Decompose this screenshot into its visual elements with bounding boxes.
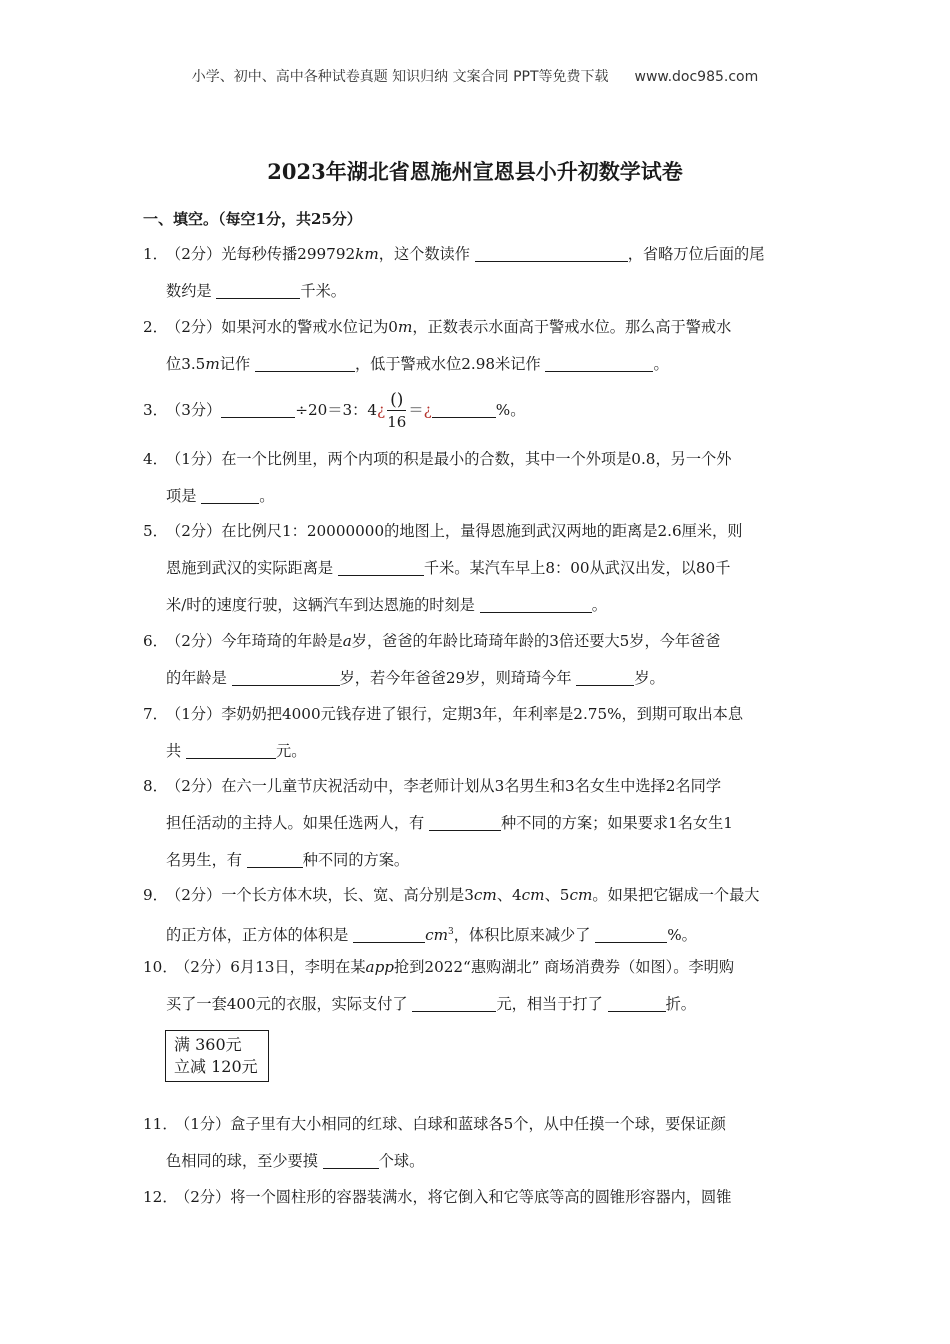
page-title: 2023年湖北省恩施州宣恩县小升初数学试卷 bbox=[267, 159, 683, 184]
question-number: 6． bbox=[143, 632, 168, 650]
question-5: 5．（2分）在比例尺1：20000000的地图上，量得恩施到武汉两地的距离是2.6厘米，则 恩施到武汉的实际距离是 千米。某汽车早上8：00从武汉出发，以80千 米/时的速度行驶，这辆汽车到达恩施的时刻是 。 bbox=[143, 513, 808, 624]
answer-blank[interactable] bbox=[475, 245, 628, 262]
answer-blank[interactable] bbox=[186, 742, 276, 759]
question-number: 10． bbox=[143, 958, 178, 976]
answer-blank[interactable] bbox=[323, 1152, 379, 1169]
answer-blank[interactable] bbox=[608, 995, 666, 1012]
answer-blank[interactable] bbox=[432, 401, 496, 418]
question-6: 6．（2分）今年琦琦的年龄是a岁，爸爸的年龄比琦琦年龄的3倍还要大5岁，今年爸爸 的年龄是 岁，若今年爸爸29岁，则琦琦今年 岁。 bbox=[143, 623, 808, 697]
answer-blank[interactable] bbox=[576, 669, 634, 686]
answer-blank[interactable] bbox=[232, 669, 340, 686]
question-4: 4．（1分）在一个比例里，两个内项的积是最小的合数，其中一个外项是0.8，另一个外 项是 。 bbox=[143, 441, 808, 515]
page-header bbox=[0, 66, 950, 86]
coupon-line-1: 满 360元 bbox=[174, 1035, 242, 1054]
answer-blank[interactable] bbox=[353, 926, 425, 943]
coupon-box bbox=[165, 1030, 269, 1082]
answer-blank[interactable] bbox=[429, 814, 501, 831]
answer-blank[interactable] bbox=[255, 355, 355, 372]
question-8: 8．（2分）在六一儿童节庆祝活动中，李老师计划从3名男生和3名女生中选择2名同学 担任活动的主持人。如果任选两人，有 种不同的方案；如果要求1名女生1 名男生，有 种不同的方案。 bbox=[143, 768, 808, 879]
header-text: 小学、初中、高中各种试卷真题 知识归纳 文案合同 PPT等免费下载 bbox=[191, 69, 609, 85]
fraction: $\frac{()}{16}$ bbox=[387, 390, 407, 431]
question-number: 4． bbox=[143, 450, 168, 468]
answer-blank[interactable] bbox=[201, 487, 259, 504]
answer-blank[interactable] bbox=[216, 282, 300, 299]
answer-blank[interactable] bbox=[480, 596, 592, 613]
question-number: 12． bbox=[143, 1188, 178, 1206]
answer-blank[interactable] bbox=[247, 851, 303, 868]
coupon-line-2: 立减 120元 bbox=[174, 1057, 258, 1076]
question-number: 8． bbox=[143, 777, 168, 795]
question-11: 11．（1分）盒子里有大小相同的红球、白球和蓝球各5个，从中任摸一个球，要保证颜 色相同的球，至少要摸 个球。 bbox=[143, 1106, 808, 1180]
question-number: 1． bbox=[143, 245, 168, 263]
question-number: 2． bbox=[143, 318, 168, 336]
unknown-char-mark: ¿ bbox=[377, 401, 386, 419]
question-2: 2．（2分）如果河水的警戒水位记为0m，正数表示水面高于警戒水位。那么高于警戒水 位3.5m记作 ，低于警戒水位2.98米记作 。 bbox=[143, 309, 808, 383]
answer-blank[interactable] bbox=[545, 355, 653, 372]
answer-blank[interactable] bbox=[412, 995, 496, 1012]
question-1: 1．（2分）光每秒传播299792km，这个数读作 ，省略万位后面的尾 数约是 千米。 bbox=[143, 236, 808, 310]
answer-blank[interactable] bbox=[221, 401, 295, 418]
question-3: 3．（3分） ÷20＝3：4¿ $\frac{()}{16}$ ＝¿ %。 bbox=[143, 390, 526, 431]
question-number: 5． bbox=[143, 522, 168, 540]
header-site-link[interactable]: www.doc985.com bbox=[634, 69, 759, 85]
question-number: 11． bbox=[143, 1115, 178, 1133]
question-number: 3． bbox=[143, 401, 168, 419]
answer-blank[interactable] bbox=[595, 926, 667, 943]
answer-blank[interactable] bbox=[338, 559, 424, 576]
question-9: 9．（2分）一个长方体木块，长、宽、高分别是3cm、4cm、5cm。如果把它锯成一个最大 的正方体，正方体的体积是 $cm^3$，体积比原来减少了 %。 bbox=[143, 877, 808, 954]
question-10: 10．（2分）6月13日，李明在某app抢到2022“惠购湖北” 商场消费券（如图）。李明购 买了一套400元的衣服，实际支付了 元，相当于打了 折。 bbox=[143, 949, 808, 1023]
unknown-char-mark: ¿ bbox=[423, 401, 432, 419]
question-7: 7．（1分）李奶奶把4000元钱存进了银行，定期3年，年利率是2.75%，到期可取出本息 共 元。 bbox=[143, 696, 808, 770]
question-number: 9． bbox=[143, 886, 168, 904]
question-number: 7． bbox=[143, 705, 168, 723]
section-heading: 一、填空。（每空1分，共25分） bbox=[143, 210, 362, 228]
question-12: 12．（2分）将一个圆柱形的容器装满水，将它倒入和它等底等高的圆锥形容器内，圆锥 bbox=[143, 1179, 808, 1216]
